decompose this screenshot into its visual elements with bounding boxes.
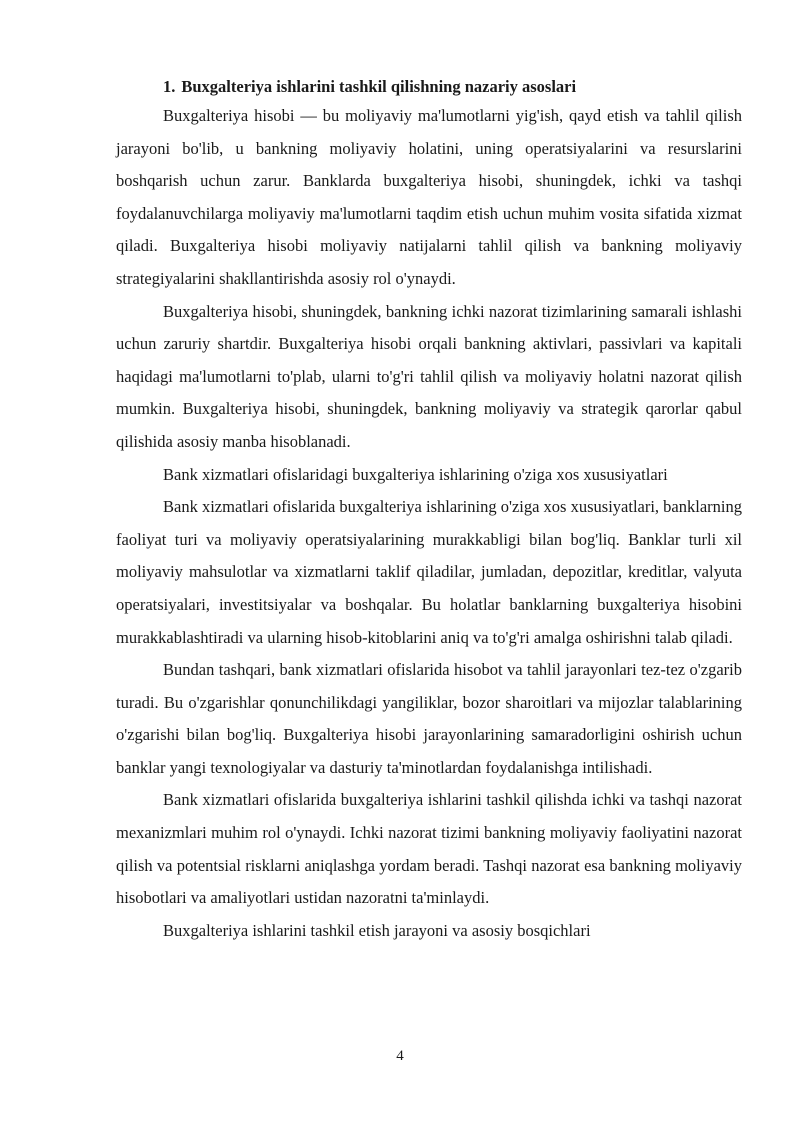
section-title: Buxgalteriya ishlarini tashkil qilishning nazariy asoslari (181, 77, 577, 96)
subheading: Bank xizmatlari ofislaridagi buxgalteriya ishlarining o'ziga xos xususiyatlari (163, 464, 668, 484)
section-heading (116, 74, 742, 100)
paragraph: Bank xizmatlari ofislarida buxgalteriya ishlarining o'ziga xos xususiyatlari, banklarning faoliyat turi va moliyaviy operatsiyalarining murakkabligi bilan bog'liq. Banklar turli xil moliyaviy mahsulotlar va xizmatlarni taklif qiladilar, jumladan, depozitlar, kreditlar, valyuta operatsiyalari, investitsiyalar va boshqalar. Bu holatlar banklarning buxgalteriya hisobini murakkablashtiradi va ularning hisob-kitoblarini aniq va to'g'ri amalga oshirishni talab qiladi. (116, 497, 742, 647)
paragraph: Buxgalteriya hisobi, shuningdek, bankning ichki nazorat tizimlarining samarali ishlashi uchun zaruriy shartdir. Buxgalteriya hisobi orqali bankning aktivlari, passivlari va kapitali haqidagi ma'lumotlarni to'plab, ularni to'g'ri tahlil qilish va moliyaviy holatni nazorat qilish mumkin. Buxgalteriya hisobi, shuningdek, bankning moliyaviy va strategik qarorlar qabul qilishida asosiy manba hisoblanadi. (116, 301, 742, 451)
section-number: 1. (163, 77, 176, 96)
paragraph: Bundan tashqari, bank xizmatlari ofislarida hisobot va tahlil jarayonlari tez-tez o'zgarib turadi. Bu o'zgarishlar qonunchilikdagi yangiliklar, bozor sharoitlari va mijozlar talablarining o'zgarishi bilan bog'liq. Buxgalteriya hisobi jarayonlarining samaradorligini oshirish uchun banklar yangi texnologiyalar va dasturiy ta'minotlardan foydalanishga intilishadi. (116, 660, 742, 777)
paragraph: Bank xizmatlari ofislarida buxgalteriya ishlarini tashkil qilishda ichki va tashqi nazorat mexanizmlari muhim rol o'ynaydi. Ichki nazorat tizimi bankning moliyaviy faoliyatini nazorat qilish va potentsial risklarni aniqlashga yordam beradi. Tashqi nazorat esa bankning moliyaviy hisobotlari va amaliyotlari ustidan nazoratni ta'minlaydi. (116, 790, 742, 908)
subheading: Buxgalteriya ishlarini tashkil etish jarayoni va asosiy bosqichlari (163, 920, 591, 940)
paragraph: Buxgalteriya hisobi — bu moliyaviy ma'lumotlarni yig'ish, qayd etish va tahlil qilish jarayoni bo'lib, u bankning moliyaviy holatini, uning operatsiyalarini va resurslarini boshqarish uchun zarur. Banklarda buxgalteriya hisobi, shuningdek, ichki va tashqi foydalanuvchilarga moliyaviy ma'lumotlarni taqdim etish uchun muhim vosita sifatida xizmat qiladi. Buxgalteriya hisobi moliyaviy natijalarni tahlil qilish va bankning moliyaviy strategiyalarini shakllantirishda asosiy rol o'ynaydi. (116, 106, 742, 288)
document-page (116, 74, 742, 947)
page-number: 4 (396, 1048, 404, 1064)
